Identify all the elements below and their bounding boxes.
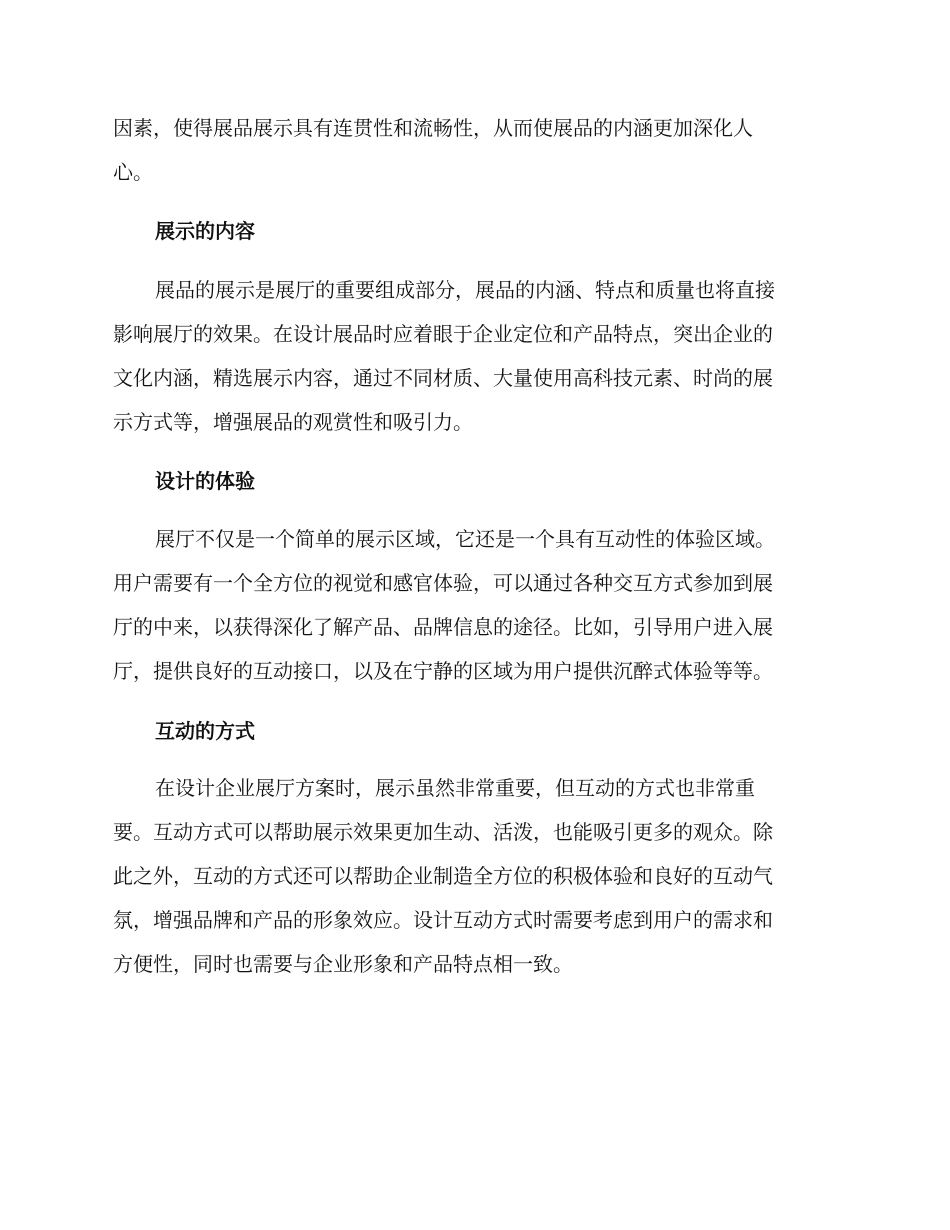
paragraph-line: 厅的中来，以获得深化了解产品、品牌信息的途径。比如，引导用户进入展	[113, 615, 773, 639]
paragraph-line: 此之外，互动的方式还可以帮助企业制造全方位的积极体验和良好的互动气	[113, 864, 773, 888]
paragraph-line: 氛，增强品牌和产品的形象效应。设计互动方式时需要考虑到用户的需求和	[113, 908, 773, 932]
intro-paragraph	[113, 106, 838, 194]
section-paragraph-content	[113, 268, 838, 444]
paragraph-line: 用户需要有一个全方位的视觉和感官体验，可以通过各种交互方式参加到展	[113, 571, 773, 595]
paragraph-line: 厅，提供良好的互动接口，以及在宁静的区域为用户提供沉醉式体验等等。	[113, 659, 773, 683]
paragraph-line: 心。	[113, 160, 153, 184]
paragraph-line: 展品的展示是展厅的重要组成部分，展品的内涵、特点和质量也将直接	[155, 278, 775, 302]
section-paragraph-interaction	[113, 766, 838, 986]
paragraph-line: 文化内涵，精选展示内容，通过不同材质、大量使用高科技元素、时尚的展	[113, 366, 773, 390]
paragraph-line: 展厅不仅是一个简单的展示区域，它还是一个具有互动性的体验区域。	[155, 527, 775, 551]
section-paragraph-experience	[113, 517, 838, 693]
paragraph-line: 因素，使得展品展示具有连贯性和流畅性，从而使展品的内涵更加深化人	[113, 116, 753, 140]
section-heading-content: 展示的内容	[155, 219, 255, 243]
section-heading-interaction: 互动的方式	[155, 719, 255, 743]
paragraph-line: 方便性，同时也需要与企业形象和产品特点相一致。	[113, 952, 573, 976]
paragraph-line: 示方式等，增强展品的观赏性和吸引力。	[113, 410, 473, 434]
paragraph-line: 在设计企业展厅方案时，展示虽然非常重要，但互动的方式也非常重	[155, 776, 755, 800]
paragraph-line: 影响展厅的效果。在设计展品时应着眼于企业定位和产品特点，突出企业的	[113, 322, 773, 346]
section-heading-experience: 设计的体验	[155, 469, 255, 493]
paragraph-line: 要。互动方式可以帮助展示效果更加生动、活泼，也能吸引更多的观众。除	[113, 820, 773, 844]
